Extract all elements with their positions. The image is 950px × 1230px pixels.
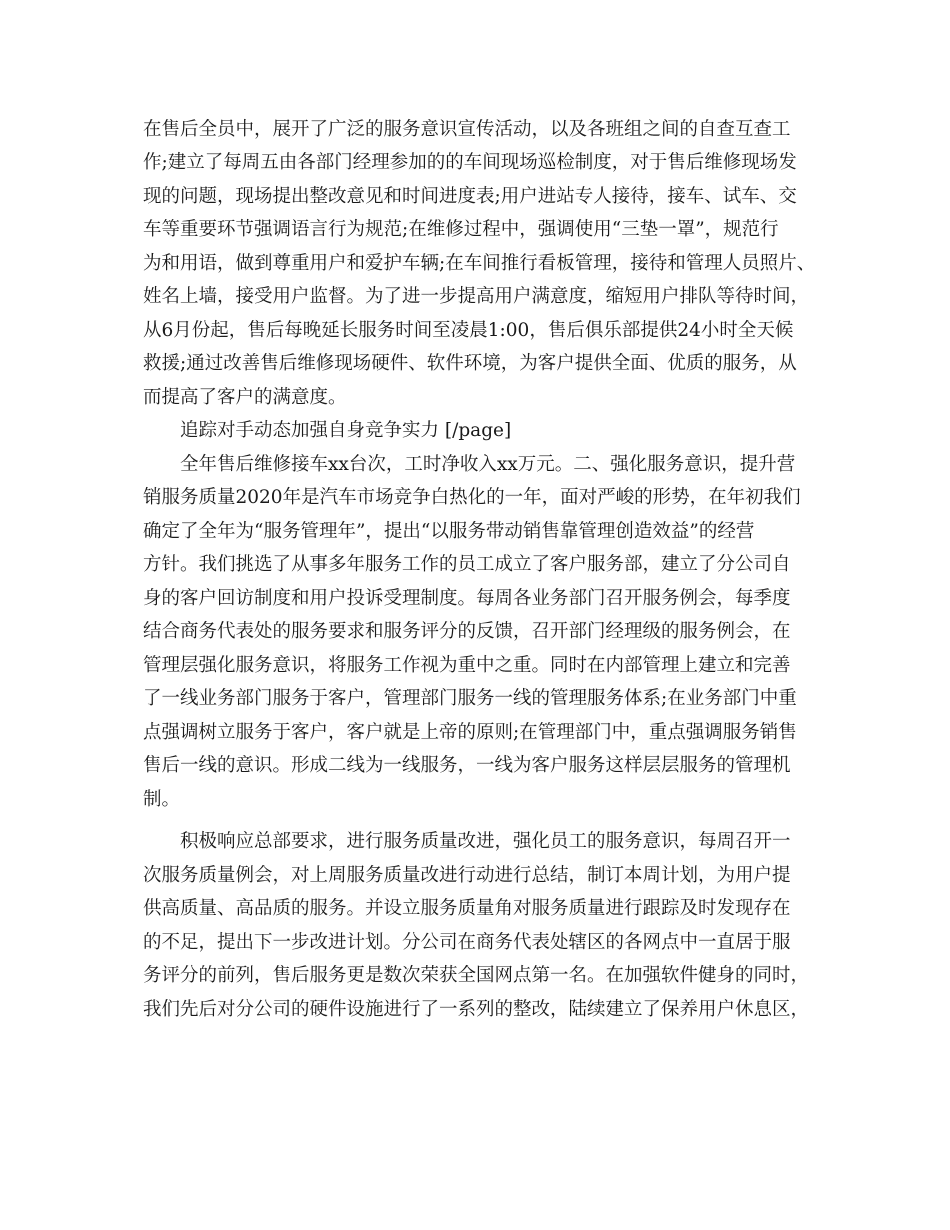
text-line: 销服务质量2020年是汽车市场竞争白热化的一年，面对严峻的形势，在年初我们	[143, 487, 801, 508]
text-line: 从6月份起，售后每晚延长服务时间至凌晨1:00，售后俱乐部提供24小时全天候	[143, 320, 794, 341]
text-line: 务评分的前列，售后服务更是数次荣获全国网点第一名。在加强软件健身的同时，	[143, 965, 810, 986]
text-line: 为和用语，做到尊重用户和爱护车辆;在车间推行看板管理，接待和管理人员照片、	[143, 253, 816, 274]
text-line: 制。	[143, 789, 181, 810]
text-line: 救援;通过改善售后维修现场硬件、软件环境，为客户提供全面、优质的服务，从	[143, 353, 797, 374]
text-line: 管理层强化服务意识，将服务工作视为重中之重。同时在内部管理上建立和完善	[143, 655, 791, 676]
text-line: 身的客户回访制度和用户投诉受理制度。每周各业务部门召开服务例会，每季度	[143, 588, 791, 609]
text-line: 而提高了客户的满意度。	[143, 387, 347, 408]
text-line: 确定了全年为“服务管理年”，提出“以服务带动销售靠管理创造效益”的经营	[143, 521, 755, 542]
section-heading: 追踪对手动态加强自身竞争实力 [/page]	[180, 420, 512, 441]
text-line: 的不足，提出下一步改进计划。分公司在商务代表处辖区的各网点中一直居于服	[143, 932, 791, 953]
text-line: 结合商务代表处的服务要求和服务评分的反馈，召开部门经理级的服务例会，在	[143, 621, 791, 642]
text-line: 我们先后对分公司的硬件设施进行了一系列的整改，陆续建立了保养用户休息区，	[143, 999, 810, 1020]
text-line: 姓名上墙，接受用户监督。为了进一步提高用户满意度，缩短用户排队等待时间，	[143, 286, 810, 307]
text-line: 售后一线的意识。形成二线为一线服务，一线为客户服务这样层层服务的管理机	[143, 755, 791, 776]
text-line: 积极响应总部要求，进行服务质量改进，强化员工的服务意识，每周召开一	[180, 831, 791, 852]
text-line: 了一线业务部门服务于客户，管理部门服务一线的管理服务体系;在业务部门中重	[143, 688, 797, 709]
text-line: 现的问题，现场提出整改意见和时间进度表;用户进站专人接待，接车、试车、交	[143, 186, 797, 207]
text-line: 点强调树立服务于客户，客户就是上帝的原则;在管理部门中，重点强调服务销售	[143, 722, 797, 743]
text-line: 车等重要环节强调语言行为规范;在维修过程中，强调使用“三垫一罩”，规范行	[143, 219, 779, 240]
text-line: 在售后全员中，展开了广泛的服务意识宣传活动，以及各班组之间的自查互查工	[143, 119, 791, 140]
text-line: 供高质量、高品质的服务。并设立服务质量角对服务质量进行跟踪及时发现存在	[143, 898, 791, 919]
text-line: 方针。我们挑选了从事多年服务工作的员工成立了客户服务部，建立了分公司自	[143, 554, 791, 575]
text-line: 作;建立了每周五由各部门经理参加的的车间现场巡检制度，对于售后维修现场发	[143, 152, 797, 173]
text-line: 全年售后维修接车xx台次，工时净收入xx万元。二、强化服务意识，提升营	[180, 454, 796, 475]
text-line: 次服务质量例会，对上周服务质量改进行动进行总结，制订本周计划，为用户提	[143, 865, 791, 886]
